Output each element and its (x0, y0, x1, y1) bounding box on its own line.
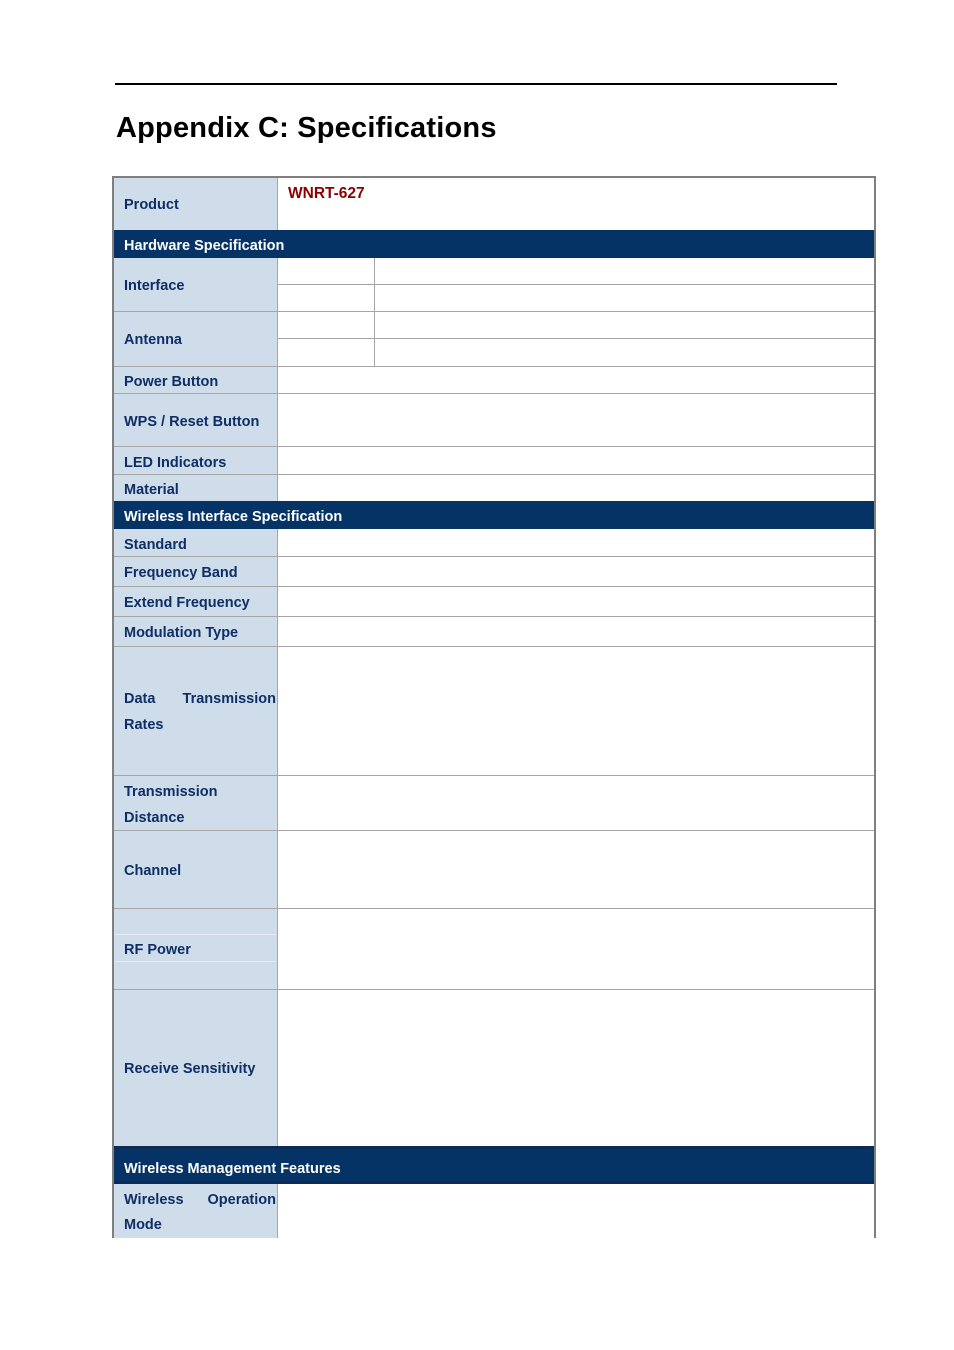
section-wireless-interface-title: Wireless Interface Specification (124, 509, 343, 525)
wps-reset-label-cell (114, 394, 278, 446)
wireless-word: Wireless (124, 1192, 184, 1208)
antenna-label: Antenna (124, 332, 182, 348)
wireless-operation-mode-label-cell (114, 1184, 278, 1238)
interface-subrow (278, 258, 874, 285)
section-hardware-title: Hardware Specification (124, 238, 285, 254)
extend-frequency-row (114, 587, 874, 617)
interface-row (114, 258, 874, 312)
frequency-band-label-cell (114, 557, 278, 586)
led-indicators-label-cell (114, 447, 278, 474)
modulation-type-value (278, 617, 874, 646)
wireless-operation-mode-label-line1 (124, 1192, 276, 1208)
product-row (114, 178, 874, 230)
rf-power-label-cell (114, 909, 278, 989)
page-title: Appendix C: Specifications (116, 112, 497, 144)
channel-label-cell (114, 831, 278, 908)
data-transmission-rates-label-line2: Rates (124, 717, 164, 733)
data-transmission-rates-value (278, 647, 874, 775)
product-label: Product (124, 197, 179, 213)
antenna-subrow (278, 339, 874, 366)
section-hardware (114, 230, 874, 258)
standard-label: Standard (124, 537, 187, 553)
material-label-cell (114, 475, 278, 501)
data-transmission-rates-label-line1 (124, 691, 276, 707)
led-indicators-row (114, 447, 874, 475)
section-wireless-interface (114, 501, 874, 529)
receive-sensitivity-label: Receive Sensitivity (124, 1061, 256, 1077)
material-value (278, 475, 874, 501)
frequency-band-label: Frequency Band (124, 565, 238, 581)
transmission-distance-label-line2: Distance (124, 810, 185, 826)
wireless-operation-mode-row (114, 1184, 874, 1238)
standard-row (114, 529, 874, 557)
extend-frequency-label-cell (114, 587, 278, 616)
wireless-operation-mode-label-line2: Mode (124, 1217, 162, 1233)
receive-sensitivity-label-cell (114, 990, 278, 1146)
data-word: Data (124, 691, 156, 707)
antenna-label-cell (114, 312, 278, 366)
data-transmission-rates-label-cell (114, 647, 278, 775)
operation-word: Operation (207, 1192, 276, 1208)
standard-value (278, 529, 874, 556)
channel-value (278, 831, 874, 908)
interface-subrow (278, 285, 874, 312)
power-button-row (114, 367, 874, 394)
led-indicators-label: LED Indicators (124, 455, 227, 471)
standard-label-cell (114, 529, 278, 556)
product-value-cell (278, 178, 874, 230)
wps-reset-row (114, 394, 874, 447)
spec-table (112, 176, 876, 1238)
power-button-value (278, 367, 874, 393)
rf-power-value (278, 909, 874, 989)
rf-power-label: RF Power (124, 942, 191, 958)
transmission-word: Transmission (182, 691, 276, 707)
interface-value-cell (278, 258, 874, 311)
data-transmission-rates-row (114, 647, 874, 776)
interface-label-cell (114, 258, 278, 311)
modulation-type-label-cell (114, 617, 278, 646)
material-label: Material (124, 482, 179, 498)
product-name: WNRT-627 (288, 185, 365, 202)
wps-reset-value (278, 394, 874, 446)
power-button-label: Power Button (124, 374, 219, 390)
wps-reset-label: WPS / Reset Button (124, 414, 260, 430)
modulation-type-label: Modulation Type (124, 625, 239, 641)
wireless-operation-mode-value (278, 1184, 874, 1238)
extend-frequency-label: Extend Frequency (124, 595, 250, 611)
transmission-distance-value (278, 776, 874, 830)
channel-row (114, 831, 874, 909)
antenna-value-cell (278, 312, 874, 366)
product-label-cell (114, 178, 278, 230)
modulation-type-row (114, 617, 874, 647)
extend-frequency-value (278, 587, 874, 616)
rf-power-row (114, 909, 874, 990)
header-rule (115, 83, 837, 85)
transmission-distance-row (114, 776, 874, 831)
channel-label: Channel (124, 863, 182, 879)
transmission-distance-label-line1: Transmission (124, 784, 218, 800)
transmission-distance-label-cell (114, 776, 278, 830)
section-wireless-management-title: Wireless Management Features (124, 1161, 341, 1177)
antenna-subrow (278, 312, 874, 339)
section-wireless-management (114, 1146, 874, 1184)
interface-label: Interface (124, 278, 185, 294)
receive-sensitivity-value (278, 990, 874, 1146)
frequency-band-row (114, 557, 874, 587)
power-button-label-cell (114, 367, 278, 393)
material-row (114, 475, 874, 501)
receive-sensitivity-row (114, 990, 874, 1146)
led-indicators-value (278, 447, 874, 474)
frequency-band-value (278, 557, 874, 586)
antenna-row (114, 312, 874, 367)
